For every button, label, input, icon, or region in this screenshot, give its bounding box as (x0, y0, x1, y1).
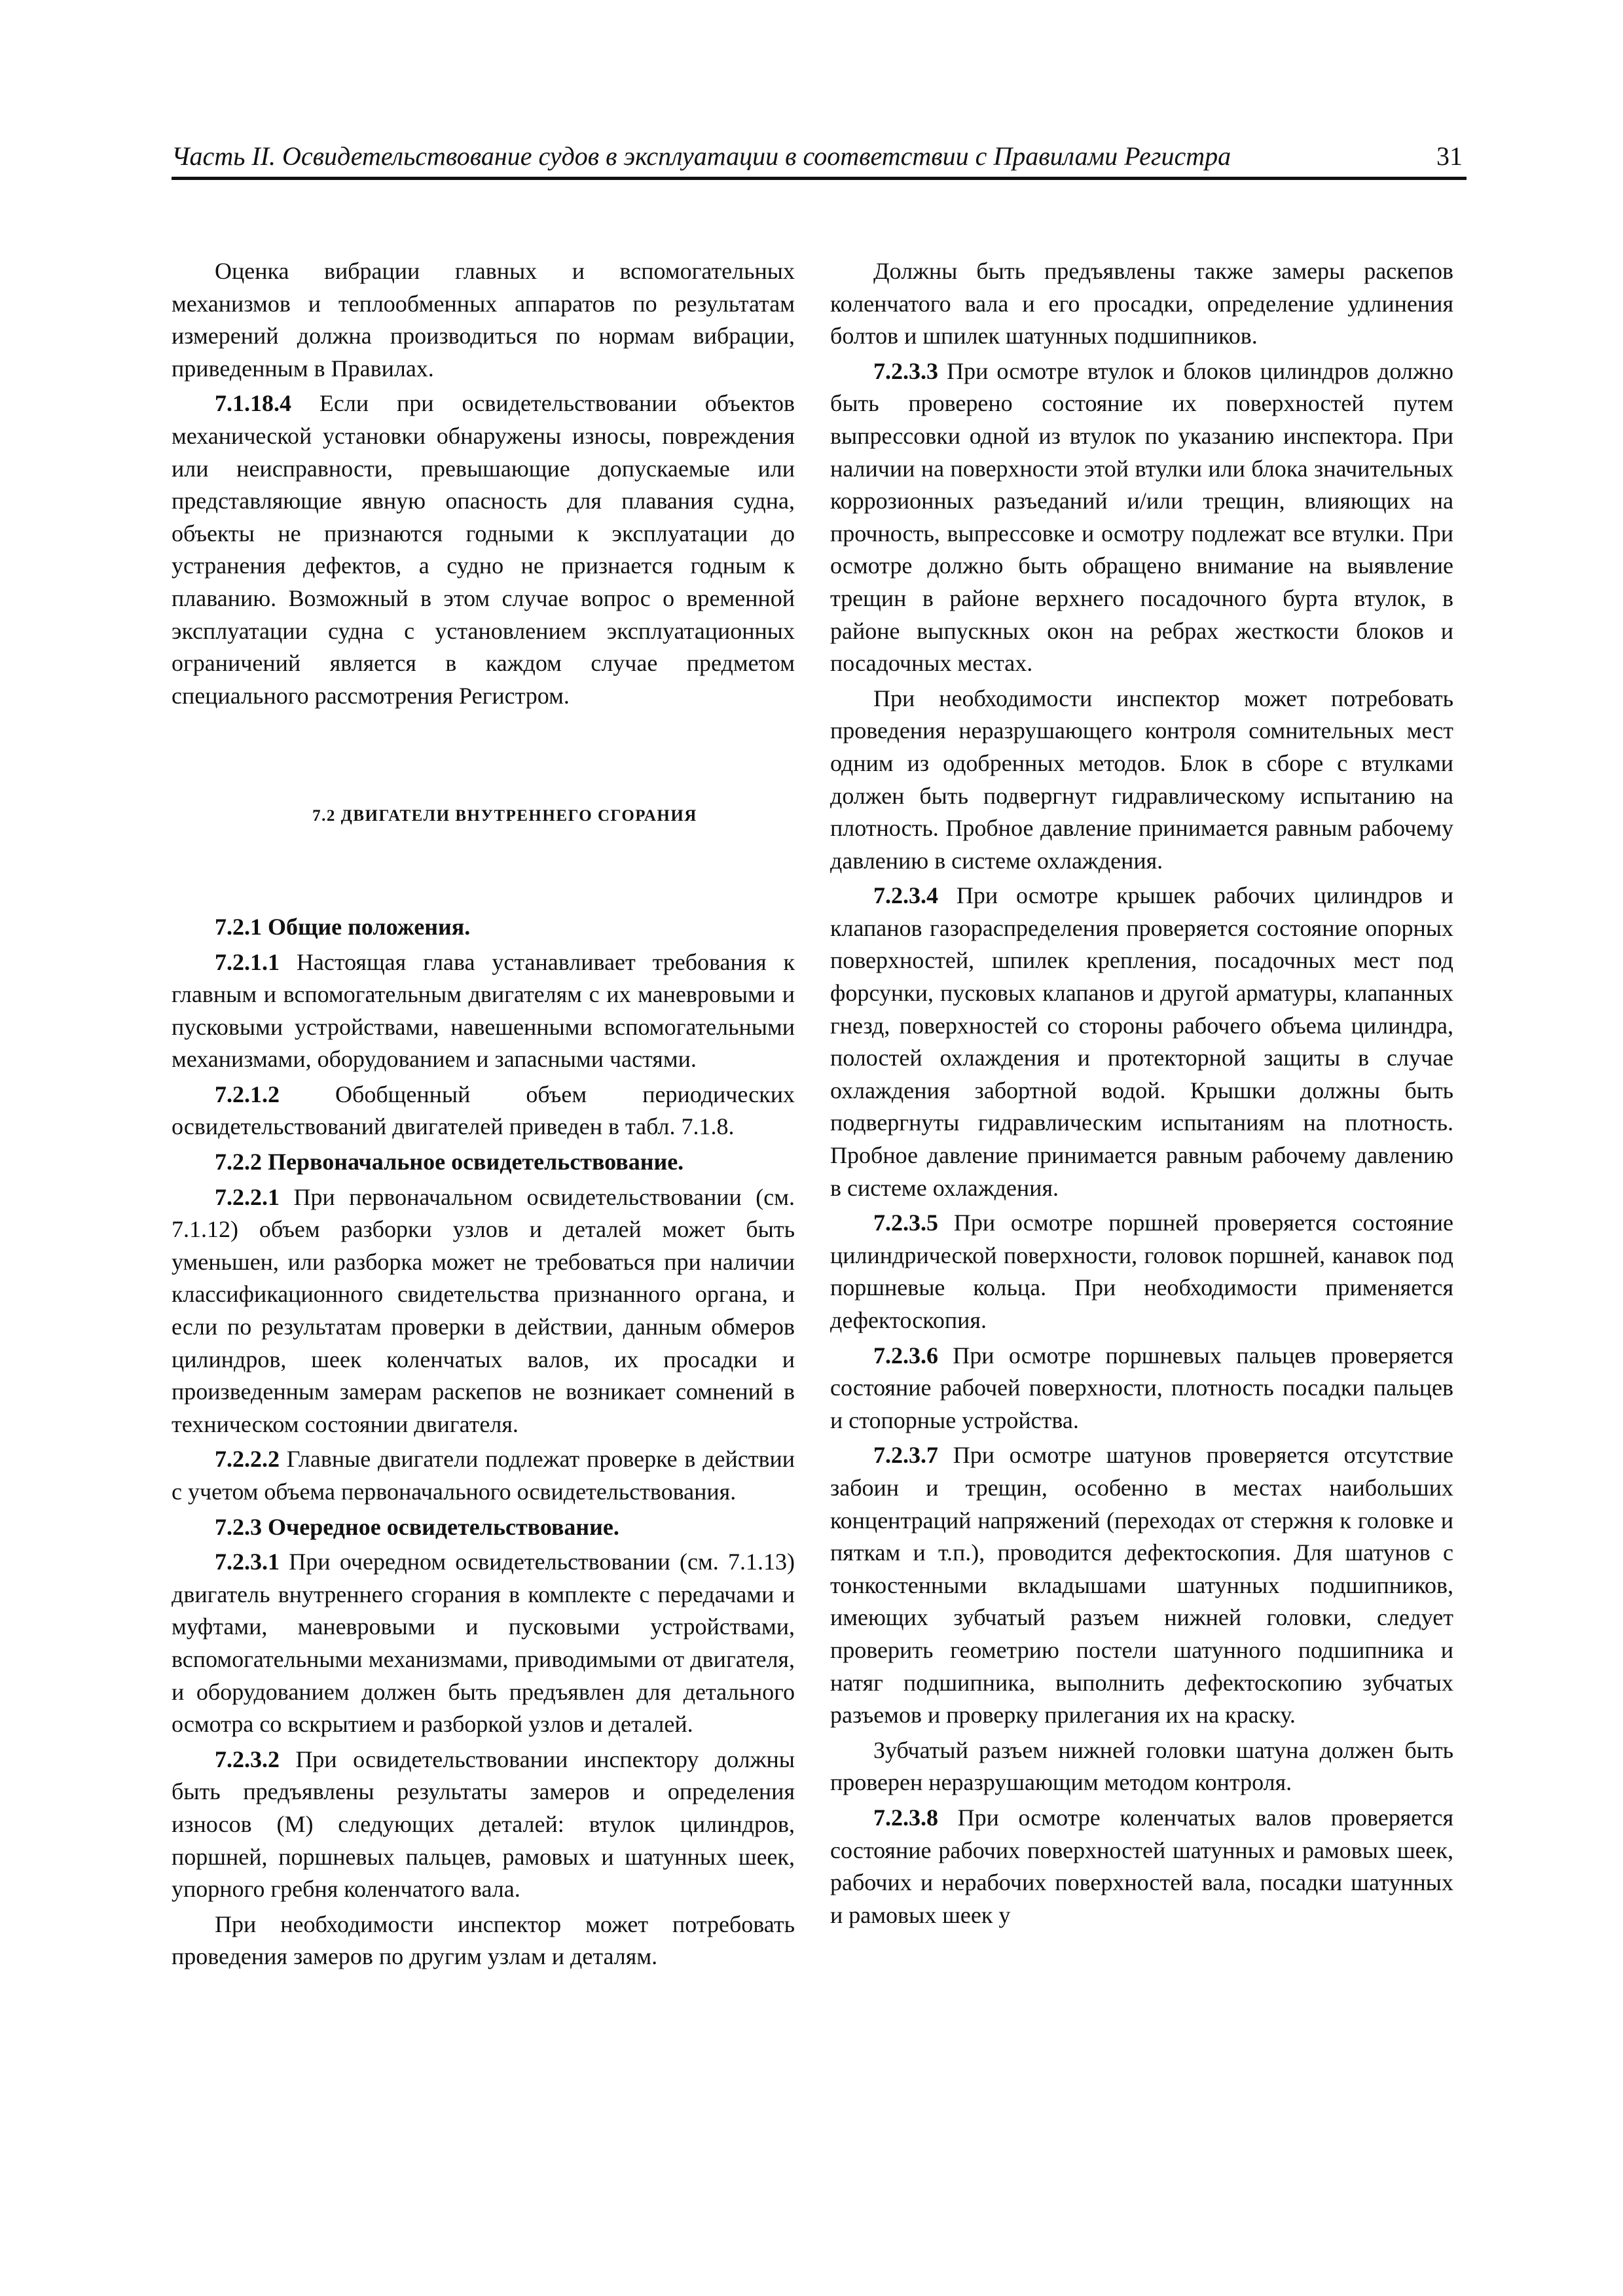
paragraph-text: Зубчатый разъем нижней головки шатуна должен быть проверен неразрушающим методом контроля. (830, 1736, 1453, 1796)
paragraph (830, 1802, 1453, 1931)
paragraph-text: При осмотре поршневых пальцев проверяется состояние рабочей поверхности, плотность посадки пальцев и стопорные устройства. (830, 1342, 1453, 1433)
subsection-heading: 7.2.2 Первоначальное освидетельствование. (215, 1149, 684, 1175)
paragraph-text: При очередном освидетельствовании (см. 7.1.13) двигатель внутреннего сгорания в комплекте с передачами и муфтами, маневровыми и пусковыми устройствами, вспомогательными механизмами, приводимыми от двигателя, и оборудованием должен быть предъявлен для детального осмотра со вскрытием и разборкой узлов и деталей. (172, 1549, 795, 1738)
clause-number: 7.2.3.3 (873, 357, 938, 384)
clause-number: 7.2.3.1 (215, 1549, 280, 1575)
clause-number: 7.2.3.8 (873, 1804, 938, 1831)
paragraph (172, 946, 795, 1076)
paragraph-text: При освидетельствовании инспектору должны быть предъявлены результаты замеров и определения износов (М) следующих деталей: втулок цилиндров, поршней, поршневых пальцев, рамовых и шатунных шеек, упорного гребня коленчатого вала. (172, 1746, 795, 1903)
clause-number: 7.2.3.6 (873, 1342, 938, 1369)
paragraph (172, 1546, 795, 1741)
paragraph-text: При необходимости инспектор может потребовать проведения замеров по другим узлам и деталям. (172, 1910, 795, 1970)
paragraph (830, 355, 1453, 680)
paragraph-text: Настоящая глава устанавливает требования к главным и вспомогательным двигателям с их маневровыми и пусковыми устройствами, навешенными вспомогательными механизмами, оборудованием и запасными частями. (172, 948, 795, 1073)
page-number: 31 (1436, 141, 1463, 171)
paragraph (830, 1734, 1453, 1799)
paragraph-text: При необходимости инспектор может потребовать проведения неразрушающего контроля сомнительных мест одним из одобренных методов. Блок в сборе с втулками должен быть подвергнут гидравлическому испытанию на плотность. Пробное давление принимается равным рабочему давлению в системе охлаждения. (830, 685, 1453, 874)
paragraph (172, 387, 795, 712)
clause-number: 7.2.3.2 (215, 1746, 280, 1772)
clause-number: 7.2.1.1 (215, 948, 280, 975)
paragraph (830, 1207, 1453, 1336)
running-header (172, 140, 1467, 180)
clause-number: 7.2.3.5 (873, 1210, 938, 1236)
clause-number: 7.1.18.4 (215, 390, 291, 417)
paragraph (830, 880, 1453, 1204)
paragraph-text: Главные двигатели подлежат проверке в действии с учетом объема первоначального освидетельствования. (172, 1446, 795, 1505)
paragraph (172, 1744, 795, 1906)
clause-number: 7.2.3.7 (873, 1442, 938, 1469)
clause-number: 7.2.3.4 (873, 882, 938, 909)
left-column (172, 255, 795, 1976)
running-header-title: Часть II. Освидетельствование судов в эксплуатации в соответствии с Правилами Регистра (172, 141, 1231, 171)
paragraph (830, 255, 1453, 353)
clause-number: 7.2.2.2 (215, 1446, 280, 1473)
paragraph (830, 1439, 1453, 1731)
right-column (830, 255, 1453, 1934)
paragraph (172, 255, 795, 385)
paragraph-text: При осмотре крышек рабочих цилиндров и клапанов газораспределения проверяется состояние опорных поверхностей, шпилек крепления, посадочных мест под форсунки, пусковых клапанов и другой арматуры, клапанных гнезд, поверхностей со стороны рабочего объема цилиндра, полостей охлаждения и протекторной защиты в случае охлаждения забортной водой. Крышки должны быть подвергнуты гидравлическим испытаниям на плотность. Пробное давление принимается равным рабочему давлению в системе охлаждения. (830, 882, 1453, 1201)
paragraph-text: Обобщенный объем периодических освидетельствований двигателей приведен в табл. 7.1.8. (172, 1081, 795, 1140)
paragraph (172, 1443, 795, 1508)
section-title: 7.2 ДВИГАТЕЛИ ВНУТРЕННЕГО СГОРАНИЯ (312, 807, 697, 825)
subsection-heading: 7.2.1 Общие положения. (215, 913, 471, 940)
subsection-heading: 7.2.3 Очередное освидетельствование. (215, 1513, 619, 1540)
paragraph (172, 1909, 795, 1973)
paragraph (172, 1079, 795, 1143)
paragraph (830, 1340, 1453, 1437)
paragraph-text: Если при освидетельствовании объектов механической установки обнаружены износы, повреждения или неисправности, превышающие допускаемые или представляющие явную опасность для плавания судна, объекты не признаются годными к эксплуатации до устранения дефектов, а судно не признается годным к плаванию. Возможный в этом случае вопрос о временной эксплуатации судна с установлением эксплуатационных ограничений является в каждом случае предметом специального рассмотрения Регистром. (172, 390, 795, 709)
clause-number: 7.2.2.1 (215, 1183, 280, 1210)
paragraph-text: Оценка вибрации главных и вспомогательных механизмов и теплообменных аппаратов по результатам измерений должна производиться по нормам вибрации, приведенным в Правилах. (172, 258, 795, 382)
paragraph (830, 683, 1453, 878)
paragraph-text: При осмотре шатунов проверяется отсутствие забоин и трещин, особенно в местах наибольших концентраций напряжений (переходах от стержня к головке и пяткам и т.п.), проводится дефектоскопия. Для шатунов с тонкостенными вкладышами шатунных подшипников, имеющих зубчатый разъем нижней головки, следует проверить геометрию постели шатунного подшипника и натяг подшипника, выполнить дефектоскопию зубчатых разъемов и проверку прилегания их на краску. (830, 1442, 1453, 1729)
paragraph-text: Должны быть предъявлены также замеры раскепов коленчатого вала и его просадки, определение удлинения болтов и шпилек шатунных подшипников. (830, 258, 1453, 350)
clause-number: 7.2.1.2 (215, 1081, 280, 1107)
paragraph-text: При первоначальном освидетельствовании (см. 7.1.12) объем разборки узлов и деталей может быть уменьшен, или разборка может не требоваться при наличии классификационного свидетельства признанного органа, и если по результатам проверки в действии, данным обмеров цилиндров, шеек коленчатых валов, их просадки и произведенным замерам раскепов не возникает сомнений в техническом состоянии двигателя. (172, 1183, 795, 1437)
paragraph-text: При осмотре втулок и блоков цилиндров должно быть проверено состояние их поверхностей путем выпрессовки одной из втулок по указанию инспектора. При наличии на поверхности этой втулки или блока значительных коррозионных разъеданий и/или трещин, влияющих на прочность, выпрессовке и осмотру подлежат все втулки. При осмотре должно быть обращено внимание на выявление трещин в районе верхнего посадочного бурта втулок, в районе выпускных окон на ребрах жесткости блоков и посадочных местах. (830, 357, 1453, 677)
paragraph-text: При осмотре коленчатых валов проверяется состояние рабочих поверхностей шатунных и рамовых шеек, рабочих и нерабочих поверхностей вала, посадки шатунных и рамовых шеек у (830, 1804, 1453, 1928)
paragraph-text: При осмотре поршней проверяется состояние цилиндрической поверхности, головок поршней, канавок под поршневые кольца. При необходимости применяется дефектоскопия. (830, 1210, 1453, 1333)
paragraph (172, 1181, 795, 1441)
